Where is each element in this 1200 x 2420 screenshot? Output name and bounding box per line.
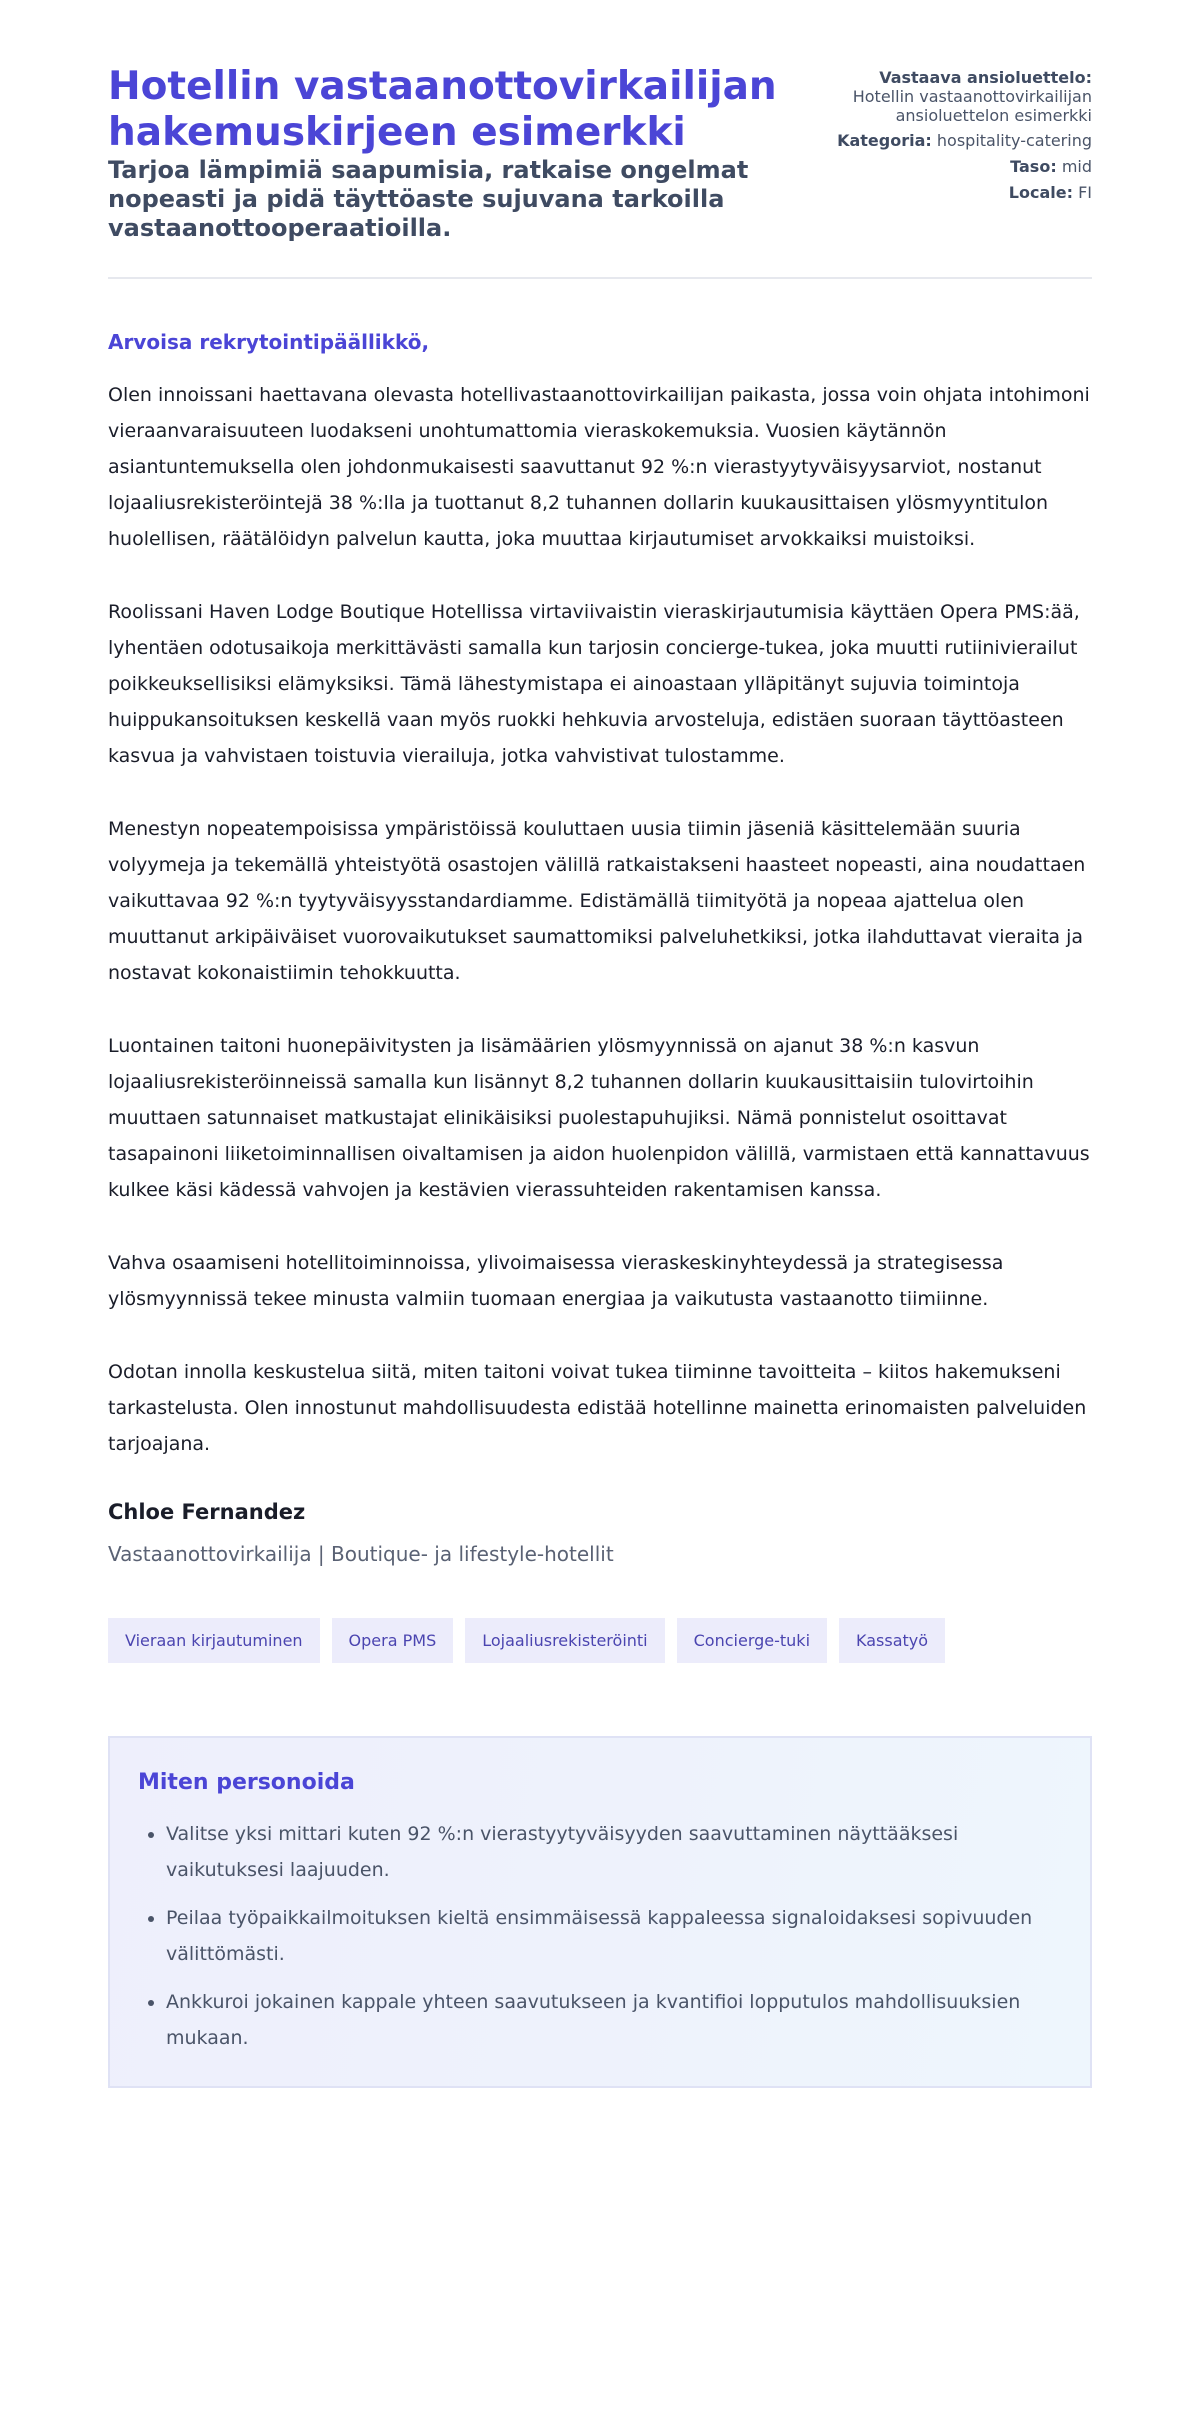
letter-paragraph: Luontainen taitoni huonepäivitysten ja lisämäärien ylösmyynnissä on ajanut 38 %:n kasvun lojaaliusrekisteröinneissä samalla kun lisännyt 8,2 tuhannen dollarin kuukausittaisiin tulovirtoihin muuttaen satunnaiset matkustajat elinikäisiksi puolestapuhujiksi. Nämä ponnistelut osoittavat tasapainoni liiketoiminnallisen oivaltamisen ja aidon huolenpidon välillä, varmistaen että kannattavuus kulkee käsi kädessä vahvojen ja kestävien vierassuhteiden rakentamisen kanssa. bbox=[108, 1035, 1090, 1201]
personalization-tips bbox=[108, 1736, 1092, 2088]
skill-tag: Lojaaliusrekisteröinti bbox=[465, 1618, 664, 1663]
meta-resume-link[interactable]: Hotellin vastaanottovirkailijan ansioluettelon esimerkki bbox=[852, 87, 1092, 125]
page-subtitle: Tarjoa lämpimiä saapumisia, ratkaise ongelmat nopeasti ja pidä täyttöaste sujuvana tarkoilla vastaanottooperaatioilla. bbox=[108, 156, 749, 242]
skill-tag: Vieraan kirjautuminen bbox=[108, 1618, 320, 1663]
tip-item: • Valitse yksi mittari kuten 92 %:n vierastyytyväisyyden saavuttaminen näyttääksesi vaikutuksesi laajuuden. bbox=[166, 1816, 1062, 1888]
tip-item: • Peilaa työpaikkailmoituksen kieltä ensimmäisessä kappaleessa signaloidaksesi sopivuuden välittömästi. bbox=[166, 1900, 1062, 1972]
letter-greeting: Arvoisa rekrytointipäällikkö, bbox=[108, 330, 430, 354]
page-title: Hotellin vastaanottovirkailijan hakemuskirjeen esimerkki bbox=[108, 64, 777, 155]
tip-item: • Ankkuroi jokainen kappale yhteen saavutukseen ja kvantifioi lopputulos mahdollisuuksien mukaan. bbox=[166, 1984, 1062, 2056]
skill-tag: Kassatyö bbox=[839, 1618, 945, 1663]
signature bbox=[108, 1499, 1092, 1567]
tips-title: Miten personoida bbox=[138, 1770, 355, 1795]
meta-level bbox=[797, 157, 1092, 176]
letter-paragraph: Menestyn nopeatempoisissa ympäristöissä kouluttaen uusia tiimin jäseniä käsittelemään suuria volyymeja ja tekemällä yhteistyötä osastojen välillä ratkaistakseni haasteet nopeasti, aina noudattaen vaikuttavaa 92 %:n tyytyväisyysstandardiamme. Edistämällä tiimityötä ja nopeaa ajattelua olen muuttanut arkipäiväiset vuorovaikutukset saumattomiksi palveluhetkiksi, jotka ilahduttavat vieraita ja nostavat kokonaistiimin tehokkuutta. bbox=[108, 818, 1086, 984]
meta-locale-value: FI bbox=[1078, 183, 1092, 202]
meta-resume bbox=[797, 68, 1092, 125]
skill-tags bbox=[108, 1618, 1092, 1663]
letter-paragraph: Roolissani Haven Lodge Boutique Hotellissa virtaviivaistin vieraskirjautumisia käyttäen Opera PMS:ää, lyhentäen odotusaikoja merkittävästi samalla kun tarjosin concierge-tukea, joka muutti rutiinivierailut poikkeuksellisiksi elämyksiksi. Tämä lähestymistapa ei ainoastaan ylläpitänyt sujuvia toimintoja huippukansoituksen keskellä vaan myös ruokki hehkuvia arvosteluja, edistäen suoraan täyttöasteen kasvua ja vahvistaen toistuvia vierailuja, jotka vahvistivat tulostamme. bbox=[108, 601, 1080, 767]
skill-tag: Opera PMS bbox=[332, 1618, 454, 1663]
meta-resume-label: Vastaava ansioluettelo: bbox=[879, 68, 1092, 87]
cover-letter-page bbox=[108, 0, 1092, 2088]
meta-locale bbox=[797, 183, 1092, 202]
letter-paragraph: Olen innoissani haettavana olevasta hotellivastaanottovirkailijan paikasta, jossa voin ohjata intohimoni vieraanvaraisuuteen luodakseni unohtumattomia vieraskokemuksia. Vuosien käytännön asiantuntemuksella olen johdonmukaisesti saavuttanut 92 %:n vierastyytyväisyysarviot, nostanut lojaaliusrekisteröintejä 38 %:lla ja tuottanut 8,2 tuhannen dollarin kuukausittaisen ylösmyyntitulon huolellisen, räätälöidyn palvelun kautta, joka muuttaa kirjautumiset arvokkaiksi muistoiksi. bbox=[108, 384, 1090, 550]
meta-category bbox=[797, 131, 1092, 150]
meta-level-value: mid bbox=[1061, 157, 1092, 176]
meta-category-label: Kategoria: bbox=[837, 131, 932, 150]
letter-paragraph: Vahva osaamiseni hotellitoiminnoissa, ylivoimaisessa vieraskeskinyhteydessä ja strategisessa ylösmyynnissä tekee minusta valmiin tuomaan energiaa ja vaikutusta vastaanotto tiimiinne. bbox=[108, 1252, 1004, 1310]
title-block bbox=[108, 64, 797, 243]
page-header bbox=[108, 64, 1092, 279]
tips-list bbox=[138, 1816, 1062, 2056]
meta-category-value: hospitality-catering bbox=[936, 131, 1092, 150]
meta-locale-label: Locale: bbox=[1008, 183, 1073, 202]
signature-name: Chloe Fernandez bbox=[108, 1500, 306, 1524]
letter-body bbox=[108, 329, 1092, 1462]
skill-tag: Concierge-tuki bbox=[677, 1618, 827, 1663]
letter-paragraph: Odotan innolla keskustelua siitä, miten taitoni voivat tukea tiiminne tavoitteita – kiitos hakemukseni tarkastelusta. Olen innostunut mahdollisuudesta edistää hotellinne mainetta erinomaisten palveluiden tarjoajana. bbox=[108, 1361, 1087, 1455]
meta-panel bbox=[797, 64, 1092, 209]
signature-role: Vastaanottovirkailija | Boutique- ja lifestyle-hotellit bbox=[108, 1542, 614, 1566]
meta-level-label: Taso: bbox=[1010, 157, 1057, 176]
